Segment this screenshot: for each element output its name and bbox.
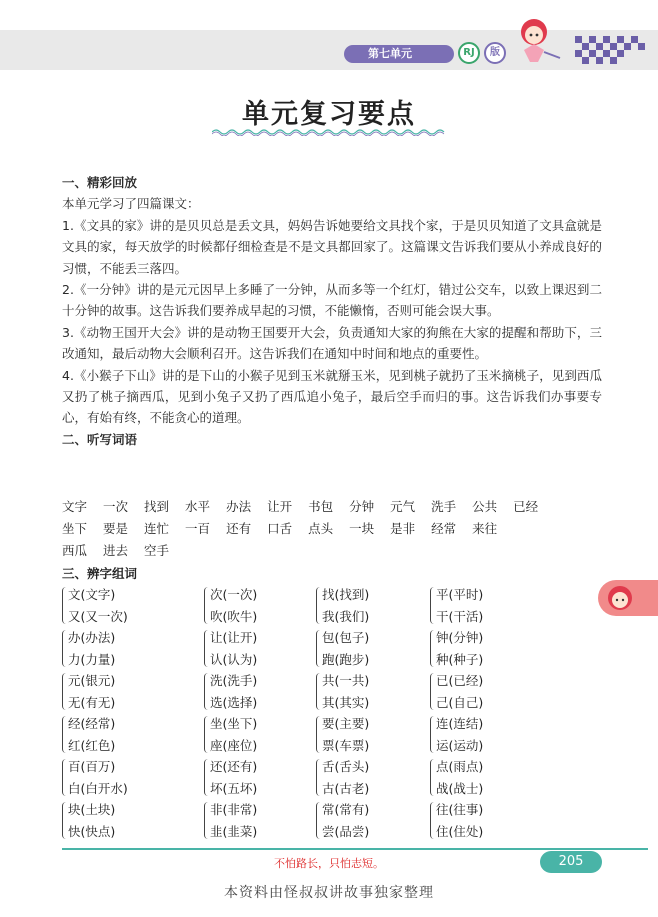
word-pair-item: 运(运动) <box>436 737 484 753</box>
word-pair <box>204 713 316 756</box>
word-pair-item: 又(又一次) <box>68 608 128 624</box>
word-pair <box>62 756 204 799</box>
vocab-word: 让开 <box>267 499 293 514</box>
vocab-word: 进去 <box>103 543 129 558</box>
vocab-word: 洗手 <box>431 499 457 514</box>
vocab-word: 经常 <box>431 521 457 536</box>
review-content <box>62 172 602 450</box>
brace-mark <box>204 587 209 624</box>
word-pair-item: 认(认为) <box>210 651 258 667</box>
vocab-word: 已经 <box>513 499 539 514</box>
vocab-word: 一次 <box>103 499 129 514</box>
word-pair <box>316 670 430 713</box>
brace-mark <box>204 630 209 667</box>
word-pair-item: 钟(分钟) <box>436 630 484 645</box>
word-pair-item: 经(经常) <box>68 716 116 731</box>
word-pair-item: 白(白开水) <box>68 780 128 796</box>
brace-mark <box>316 716 321 753</box>
word-pair <box>430 713 542 756</box>
word-pair-item: 干(干活) <box>436 608 484 624</box>
word-pair-item: 文(文字) <box>68 587 116 602</box>
mascot-girl-icon <box>508 10 564 70</box>
unit-label: 第七单元 <box>344 45 454 63</box>
brace-mark <box>316 587 321 624</box>
brace-mark <box>204 716 209 753</box>
word-pair-item: 红(红色) <box>68 737 116 753</box>
checker-pattern-icon <box>575 36 645 64</box>
brace-mark <box>204 673 209 710</box>
lesson-summary: 1.《文具的家》讲的是贝贝总是丢文具，妈妈告诉她要给文具找个家，于是贝贝知道了文具盒就是文具的家，每天放学的时候都仔细检查是不是文具都回家了。这篇课文告诉我们要从小养成良好的习惯，不能丢三落四。 <box>62 217 602 276</box>
word-pair <box>430 627 542 670</box>
word-pair-item: 跑(跑步) <box>322 651 370 667</box>
vocab-word: 西瓜 <box>62 543 88 558</box>
dictation-words <box>62 496 602 562</box>
vocab-word: 口舌 <box>267 521 293 536</box>
vocab-word: 水平 <box>185 499 211 514</box>
word-pair-item: 往(往事) <box>436 802 484 817</box>
word-pair-item: 其(其实) <box>322 694 370 710</box>
brace-mark <box>204 759 209 796</box>
word-pair <box>204 670 316 713</box>
word-pair-item: 洗(洗手) <box>210 673 258 688</box>
word-pair <box>430 670 542 713</box>
word-pair-item: 次(一次) <box>210 587 258 602</box>
word-pair-item: 连(连结) <box>436 716 484 731</box>
brace-mark <box>62 630 67 667</box>
lesson-summary: 3.《动物王国开大会》讲的是动物王国要开大会，负责通知大家的狗熊在大家的提醒和帮助下，三改通知，最后动物大会顺利召开。这告诉我们在通知中时间和地点的重要性。 <box>62 324 602 362</box>
word-pair-item: 吹(吹牛) <box>210 608 258 624</box>
footer-divider <box>62 848 648 850</box>
word-pair <box>430 756 542 799</box>
word-pair-item: 非(非常) <box>210 802 258 817</box>
page-number: 205 <box>540 851 602 873</box>
brace-mark <box>430 630 435 667</box>
source-credit: 本资料由怪叔叔讲故事独家整理 <box>224 885 434 901</box>
word-pair <box>316 584 430 627</box>
vocab-word: 点头 <box>308 521 334 536</box>
word-pair-item: 点(雨点) <box>436 759 484 774</box>
word-pair-item: 平(平时) <box>436 587 484 602</box>
word-pair-item: 包(包子) <box>322 630 370 645</box>
brace-mark <box>316 802 321 839</box>
title-underline-decoration <box>212 128 446 136</box>
lesson-summary: 4.《小猴子下山》讲的是下山的小猴子见到玉米就掰玉米，见到桃子就扔了玉米摘桃子，见到西瓜又扔了桃子摘西瓜，见到小兔子又扔了西瓜追小兔子，最后空手而归的事。这告诉我们办事要专心，有始有终，不能贪心的道理。 <box>62 367 602 426</box>
word-pair <box>62 799 204 842</box>
word-pair <box>316 799 430 842</box>
rj-badge: RJ <box>458 42 480 64</box>
vocab-word: 分钟 <box>349 499 375 514</box>
word-pair-item: 力(力量) <box>68 651 116 667</box>
vocab-word: 空手 <box>144 543 170 558</box>
brace-mark <box>430 802 435 839</box>
word-pair <box>316 627 430 670</box>
word-pair <box>204 799 316 842</box>
brace-mark <box>62 802 67 839</box>
word-pair-item: 种(种子) <box>436 651 484 667</box>
footer-motto: 不怕路长，只怕志短。 <box>274 857 384 870</box>
brace-mark <box>62 716 67 753</box>
edition-badge: 版 <box>484 42 506 64</box>
section-heading: 二、听写词语 <box>62 431 138 447</box>
brace-mark <box>430 673 435 710</box>
section-intro: 本单元学习了四篇课文： <box>62 196 200 212</box>
word-pair-item: 我(我们) <box>322 608 370 624</box>
word-pair <box>204 584 316 627</box>
word-pair <box>430 584 542 627</box>
vocab-word: 要是 <box>103 521 129 536</box>
section-heading: 一、精彩回放 <box>62 175 138 190</box>
word-pair-item: 坐(坐下) <box>210 716 258 731</box>
word-pair <box>204 627 316 670</box>
word-pair-item: 舌(舌头) <box>322 759 370 774</box>
word-pair-grid <box>62 584 542 842</box>
vocab-word: 书包 <box>308 499 334 514</box>
vocab-word: 来往 <box>472 521 498 536</box>
vocab-row <box>62 496 602 518</box>
vocab-word: 还有 <box>226 521 252 536</box>
word-pair-item: 韭(韭菜) <box>210 823 258 839</box>
brace-mark <box>204 802 209 839</box>
section-heading: 三、辨字组词 <box>62 566 138 581</box>
word-pair-item: 找(找到) <box>322 587 370 602</box>
brace-mark <box>316 630 321 667</box>
word-pair <box>62 670 204 713</box>
word-pair-item: 古(古老) <box>322 780 370 796</box>
mascot-face-icon <box>606 584 634 612</box>
word-pair-item: 常(常有) <box>322 802 370 817</box>
brace-mark <box>430 759 435 796</box>
vocab-word: 一块 <box>349 521 375 536</box>
brace-mark <box>430 716 435 753</box>
vocab-word: 坐下 <box>62 521 88 536</box>
word-pair-item: 要(主要) <box>322 716 370 731</box>
vocab-word: 办法 <box>226 499 252 514</box>
word-pair <box>316 756 430 799</box>
vocab-word: 元气 <box>390 499 416 514</box>
word-pair-item: 座(座位) <box>210 737 258 753</box>
word-pair-item: 己(自己) <box>436 694 484 710</box>
vocab-word: 一百 <box>185 521 211 536</box>
word-pair-item: 共(一共) <box>322 673 370 688</box>
brace-mark <box>62 759 67 796</box>
vocab-word: 公共 <box>472 499 498 514</box>
word-pair-item: 块(土块) <box>68 802 116 817</box>
vocab-word: 是非 <box>390 521 416 536</box>
word-pair-item: 尝(品尝) <box>322 823 370 839</box>
word-pair <box>204 756 316 799</box>
word-pair-item: 坏(五坏) <box>210 780 258 796</box>
vocab-word: 连忙 <box>144 521 170 536</box>
word-pair-item: 元(银元) <box>68 673 116 688</box>
word-pair-item: 住(住处) <box>436 823 484 839</box>
word-pair-item: 无(有无) <box>68 694 116 710</box>
brace-mark <box>62 673 67 710</box>
word-pair <box>62 627 204 670</box>
brace-mark <box>430 587 435 624</box>
word-pair-item: 已(已经) <box>436 673 484 688</box>
lesson-summary: 2.《一分钟》讲的是元元因早上多睡了一分钟，从而多等一个红灯，错过公交车，以致上课迟到二十分钟的故事。这告诉我们要养成早起的习惯，不能懒惰，否则可能会误大事。 <box>62 282 602 319</box>
word-pair <box>62 584 204 627</box>
vocab-row <box>62 540 602 562</box>
word-pair-item: 票(车票) <box>322 737 370 753</box>
word-pair-item: 快(快点) <box>68 823 116 839</box>
word-pair-item: 还(还有) <box>210 759 258 774</box>
brace-mark <box>316 673 321 710</box>
vocab-word: 找到 <box>144 499 170 514</box>
page-title: 单元复习要点 <box>242 99 416 130</box>
word-pair-item: 百(百万) <box>68 759 116 774</box>
word-pair <box>62 713 204 756</box>
word-pair-item: 办(办法) <box>68 630 116 645</box>
vocab-row <box>62 518 602 540</box>
word-pair <box>316 713 430 756</box>
brace-mark <box>316 759 321 796</box>
word-pair-item: 选(选择) <box>210 694 258 710</box>
word-pair-item: 战(战士) <box>436 780 484 796</box>
word-pair-item: 让(让开) <box>210 630 258 645</box>
vocab-word: 文字 <box>62 499 88 514</box>
word-pair <box>430 799 542 842</box>
brace-mark <box>62 587 67 624</box>
